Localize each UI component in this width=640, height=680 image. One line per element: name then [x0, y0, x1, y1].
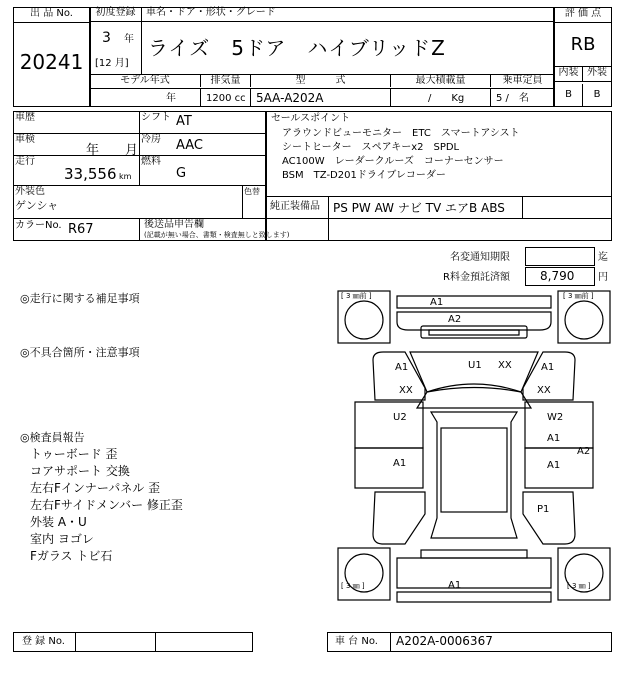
interior-label: 内装 — [555, 66, 583, 82]
recycle-label: R料金預託済額 — [443, 272, 510, 283]
fuel-label: 燃料 — [141, 156, 161, 167]
shift-label: シフト — [141, 112, 171, 123]
ac-value: AAC — [176, 138, 203, 153]
car-name-label: 車名・ドア・形状・グレード — [142, 7, 554, 22]
ext-color-label: 外装色 — [15, 186, 45, 197]
max-load-label: 最大積載量 — [390, 75, 490, 87]
sales-point-line: AC100W レーダークルーズ コーナーセンサー — [282, 156, 504, 167]
color-no-label: カラーNo. — [15, 220, 62, 231]
mark-front-bumper: A1 — [430, 297, 444, 308]
mark-hood-front: A2 — [448, 314, 462, 325]
inspector-line: コアサポート 交換 — [30, 464, 130, 478]
mark-left-fender: A1 — [395, 362, 409, 373]
sales-point-line: シートヒーター スペアキーx2 SPDL — [282, 142, 460, 153]
mileage-value: 33,556 — [64, 165, 117, 183]
tire-label-fl: [ 3 ㎜前 ] — [341, 292, 372, 300]
year-unit: 年 — [124, 34, 134, 45]
first-reg-year: 3 — [102, 30, 111, 46]
chassis-label: 車 台 No. — [335, 636, 378, 647]
displacement-value: 1200 cc — [206, 93, 246, 104]
inspection-label: 車検 — [15, 134, 35, 145]
inspector-line: Fガラス トビ石 — [30, 549, 113, 563]
after-docs-label: 後送品申告欄 — [144, 219, 204, 230]
inspector-line: 左右Fインナーパネル 歪 — [30, 481, 161, 495]
car-name: ライズ 5ドア ハイブリッドZ — [148, 36, 446, 60]
sales-point-line: BSM TZ-D201ドライブレコーダー — [282, 170, 446, 181]
inspector-lines — [30, 446, 183, 565]
history-label: 車歴 — [15, 112, 35, 123]
car-damage-diagram — [335, 288, 613, 608]
lot-number: 20241 — [19, 50, 84, 74]
equipment-value: PS PW AW ナビ TV エアB ABS — [333, 201, 505, 215]
recycle-unit: 円 — [598, 272, 608, 283]
tire-label-rl: [ 3 ㎜ ] — [341, 582, 365, 590]
mark-right-fender-2: XX — [537, 385, 551, 396]
notice-box — [525, 247, 595, 266]
mark-rear-bumper: A1 — [448, 580, 462, 591]
sales-point-line: アラウンドビューモニター ETC スマートアシスト — [282, 128, 520, 139]
inspector-line: 左右Fサイドメンバー 修正歪 — [30, 498, 183, 512]
shift-value: AT — [176, 114, 192, 129]
exterior-score: B — [593, 89, 601, 100]
sales-points-list — [282, 127, 520, 183]
mark-right-quarter: A2 — [577, 446, 591, 457]
inspector-line: トゥーボード 歪 — [30, 447, 118, 461]
grade-label: 評 価 点 — [555, 8, 611, 23]
sales-points-label: セールスポイント — [271, 113, 351, 124]
mileage-label: 走行 — [15, 156, 35, 167]
interior-score: B — [555, 84, 583, 106]
mark-left-fender-2: XX — [399, 385, 413, 396]
recycle-value: 8,790 — [540, 269, 575, 283]
inspector-title: ◎検査員報告 — [20, 431, 85, 444]
mark-left-front-door: U2 — [393, 412, 407, 423]
max-load-value: / Kg — [428, 93, 465, 104]
mark-roof-top-2: XX — [498, 360, 512, 371]
color-change-label: 色替 — [244, 187, 260, 196]
model-year-label: モデル年式 — [120, 75, 170, 86]
type-value: 5AA-A202A — [256, 91, 324, 105]
first-reg-label: 初度登録 — [90, 7, 142, 22]
grade-value: RB — [570, 34, 596, 55]
capacity-label: 乗車定員 — [490, 75, 554, 87]
ext-color-value: ゲンシャ — [15, 199, 59, 212]
inspector-line: 室内 ヨゴレ — [30, 532, 94, 546]
supp-title: ◎走行に関する補足事項 — [20, 292, 140, 305]
model-year-unit: 年 — [166, 93, 176, 104]
grade-box — [554, 7, 612, 107]
mileage-unit: km — [119, 172, 132, 181]
notice-label: 名変通知期限 — [450, 252, 510, 263]
mark-roof-top: U1 — [468, 360, 482, 371]
mark-right-front-door-2: A1 — [547, 433, 561, 444]
chassis-number: A202A-0006367 — [396, 634, 493, 648]
fuel-value: G — [176, 166, 187, 181]
mark-left-rear-door: A1 — [393, 458, 407, 469]
lot-number-box — [13, 7, 90, 107]
inspector-line: 外装 A・U — [30, 515, 87, 529]
inspection-value: 年 月 — [86, 143, 139, 158]
displacement-label: 排気量 — [200, 75, 250, 87]
type-label: 型 式 — [250, 75, 390, 87]
lot-number-label: 出 品 No. — [14, 8, 89, 23]
defects-title: ◎不具合箇所・注意事項 — [20, 346, 140, 359]
notice-unit: 迄 — [598, 252, 608, 263]
mark-right-rear-door: A1 — [547, 460, 561, 471]
exterior-label: 外装 — [583, 66, 611, 82]
mark-rear-panel: P1 — [537, 504, 550, 515]
after-docs-note: (記載が無い場合、書類・検査無しと致します) — [144, 231, 290, 239]
mark-right-fender: A1 — [541, 362, 555, 373]
color-no-value: R67 — [68, 222, 94, 237]
equipment-label: 純正装備品 — [270, 201, 320, 212]
tire-label-fr: [ 3 ㎜前 ] — [563, 292, 594, 300]
registration-label: 登 録 No. — [22, 636, 65, 647]
capacity-value: 5 / 名 — [496, 93, 529, 104]
mark-right-front-door: W2 — [547, 412, 564, 423]
first-reg-month: [12 月] — [95, 58, 129, 69]
ac-label: 冷房 — [141, 134, 161, 145]
tire-label-rr: [ 3 ㎜ ] — [567, 582, 591, 590]
